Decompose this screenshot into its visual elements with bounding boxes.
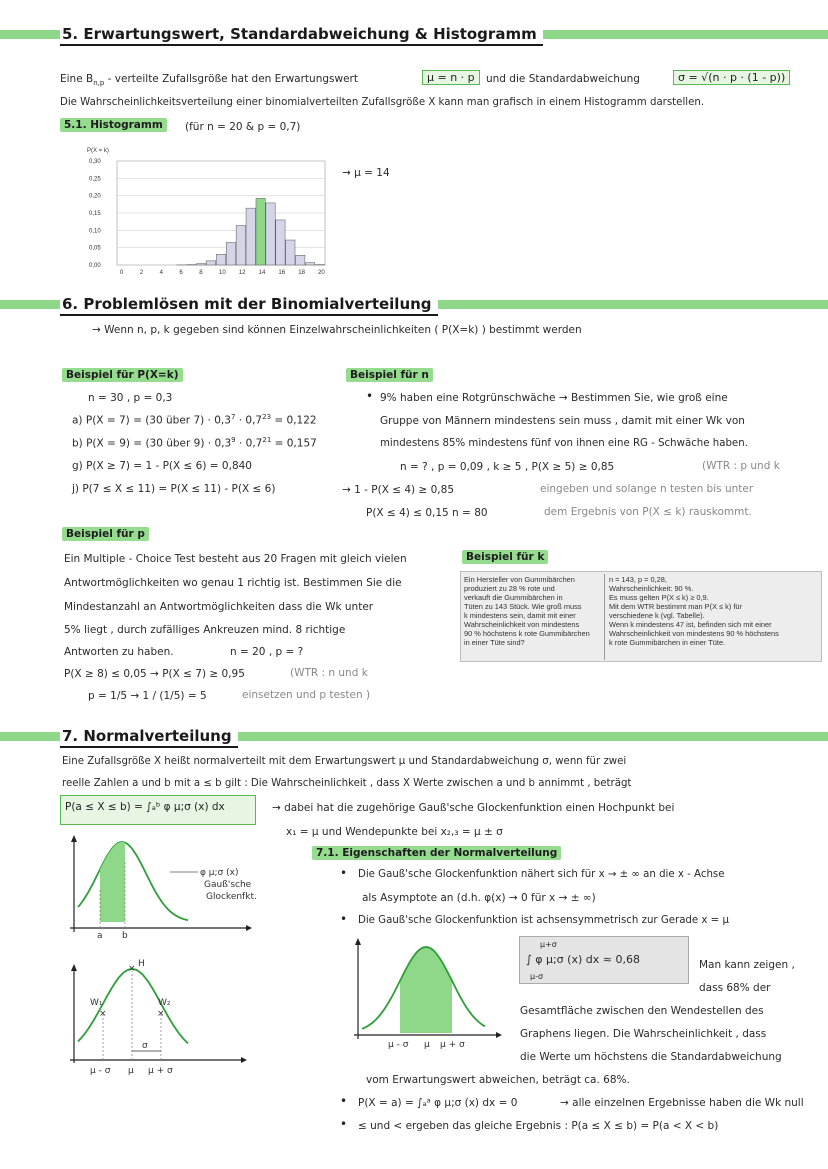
example-k-line: g) P(X ≥ 7) = 1 - P(X ≤ 6) = 0,840	[72, 460, 252, 472]
s7-line: Eine Zufallsgröße X heißt normalverteilt mit dem Erwartungswert μ und Standardabweichung σ, wenn für zwei	[62, 756, 627, 767]
example-n-line: Gruppe von Männern mindestens sein muss , damit mit einer Wk von	[380, 415, 745, 427]
example-n-note: dem Ergebnis von P(X ≤ k) rauskommt.	[544, 506, 752, 518]
mu-plus-sigma-label: μ + σ	[440, 1040, 465, 1050]
histogram-bar	[226, 242, 235, 265]
example-k2-title: Beispiel für k	[462, 550, 548, 564]
y-tick-label: 0,30	[89, 159, 101, 165]
s5-line1: Eine $B_{n,p}$ - verteilte Zufallsgröße hat den Erwartungswert	[60, 73, 358, 88]
y-tick-label: 0,15	[89, 211, 101, 217]
example-k-line: j) P(7 ≤ X ≤ 11) = P(X ≤ 11) - P(X ≤ 6)	[72, 483, 276, 495]
example-k-line: b) P(X = 9) = (30 über $9) \cdot 0,3^9 \cdot 0,7^{21} = 0,157$	[72, 436, 317, 450]
x-tick-label: 14	[258, 270, 266, 276]
histogram-subtitle: 5.1. Histogramm	[60, 118, 167, 132]
y-tick-label: 0,20	[89, 193, 101, 200]
histogram-chart	[85, 143, 335, 278]
bullet-dot: •	[340, 866, 348, 880]
s7-text-line: die Werte um höchstens die Standardabweichung	[520, 1051, 782, 1063]
example-n-line: n = ? , p = 0,09 , k ≥ 5 , P(X ≥ 5) ≥ 0,85	[400, 461, 615, 473]
sigma-formula-box: σ = √(n · p · (1 - p))	[673, 70, 790, 85]
histogram-bar	[236, 225, 245, 265]
mu-formula-box: μ = n · p	[422, 70, 480, 85]
printed-example-box	[460, 571, 822, 662]
mu-minus-sigma-label: μ - σ	[90, 1066, 111, 1076]
example-n-title: Beispiel für n	[346, 368, 433, 382]
s7-text-line: dass 68% der	[699, 982, 771, 994]
mu-label: μ	[128, 1066, 134, 1076]
wendepunkt-marker: ×	[99, 1009, 107, 1019]
x-tick-label: 12	[238, 270, 246, 276]
histogram-bar	[296, 255, 305, 265]
x-tick-label: 2	[139, 270, 144, 276]
y-axis-arrow-icon	[71, 835, 77, 842]
upper-bound: μ+σ	[540, 940, 557, 949]
histogram-bar	[266, 203, 275, 265]
example-p-line: P(X ≥ 8) ≤ 0,05 → P(X ≤ 7) ≥ 0,95	[64, 668, 245, 680]
y-axis-arrow-icon	[355, 938, 361, 945]
s7-text-line: Gesamtfläche zwischen den Wendestellen des	[520, 1005, 764, 1017]
example-p-line: Ein Multiple - Choice Test besteht aus 20 Fragen mit gleich vielen	[64, 553, 407, 565]
wendepunkt-marker: ×	[157, 1009, 165, 1019]
y-tick-label: 0,25	[89, 176, 101, 183]
printed-example-divider	[604, 574, 605, 660]
histogram-bar	[256, 198, 265, 265]
lower-bound: μ-σ	[530, 972, 544, 981]
integral-68-box	[519, 936, 689, 984]
s7-line: → dabei hat die zugehörige Gauß'sche Glockenfunktion einen Hochpunkt bei	[272, 802, 675, 814]
printed-right-column: n = 143, p = 0,28, Wahrscheinlichkeit: 90 %. Es muss gelten P(X ≤ k) ≥ 0,9. Mit dem WTR bestimmt man P(X ≤ k) für verschiedene k (vgl. Tabelle). Wenn k mindestens 47 ist, befinden sich mit einer Wahrscheinlichkeit von mindestens 90 % höchstens k rote Gummibärchen in einer Tüte.	[609, 575, 779, 647]
histogram-bar	[216, 254, 225, 265]
integral-formula-box: P(a ≤ X ≤ b) = ∫ₐᵇ φ μ;σ (x) dx	[60, 795, 256, 825]
example-p-line: Mindestanzahl an Antwortmöglichkeiten dass die Wk unter	[64, 601, 374, 613]
printed-left-column: Ein Hersteller von Gummibärchen produziert zu 28 % rote und verkauft die Gummibärchen in Tüten zu 143 Stück. Wie groß muss k mindestens sein, damit mit einer Wahrscheinlichkeit von mindestens 90 % höchstens k rote Gummibärchen in einer Tüte sind?	[464, 575, 590, 647]
y-axis-arrow-icon	[71, 964, 77, 971]
shaded-area	[100, 842, 125, 922]
shaded-area	[400, 947, 452, 1033]
hochpunkt-label: H	[138, 959, 145, 969]
mu-label: μ	[424, 1040, 430, 1050]
example-p-note: einsetzen und p testen )	[242, 689, 371, 701]
phi-label: φ μ;σ (x)	[200, 868, 239, 878]
section-6-title: 6. Problemlösen mit der Binomialverteilung	[60, 294, 438, 316]
example-p-title: Beispiel für p	[62, 527, 149, 541]
x-tick-label: 4	[159, 270, 163, 276]
mu-note: → μ = 14	[342, 167, 390, 179]
bullet-dot: •	[340, 912, 348, 926]
s7-bullet-line: Die Gauß'sche Glockenfunktion ist achsensymmetrisch zur Gerade x = μ	[358, 915, 729, 926]
glocken-label: Glockenfkt.	[206, 892, 257, 902]
x-tick-label: 18	[298, 270, 305, 276]
bell-curve-area-graph	[60, 830, 300, 940]
example-k-title: Beispiel für P(X=k)	[62, 368, 183, 382]
example-p-note: (WTR : n und k	[290, 667, 368, 679]
example-p-line: Antwortmöglichkeiten wo genau 1 richtig ist. Bestimmen Sie die	[64, 577, 402, 589]
x-tick-label: 8	[199, 270, 203, 276]
x-tick-label: 16	[278, 270, 286, 276]
histogram-bar	[276, 220, 285, 265]
bullet-dot: •	[366, 389, 374, 403]
mu-minus-sigma-label: μ - σ	[388, 1040, 409, 1050]
x-axis-arrow-icon	[246, 925, 252, 931]
x-axis-arrow-icon	[241, 1057, 247, 1063]
s7-subtitle: 7.1. Eigenschaften der Normalverteilung	[312, 846, 561, 860]
integral-expression: ∫ φ μ;σ (x) dx ≈ 0,68	[526, 953, 640, 966]
s7-bullet-line: als Asymptote an (d.h. φ(x) → 0 für x → ± ∞)	[362, 892, 596, 904]
s7-line: x₁ = μ und Wendepunkte bei x₂,₃ = μ ± σ	[286, 826, 503, 838]
histogram-bar	[305, 263, 314, 265]
example-p-line: 5% liegt , durch zufälliges Ankreuzen mind. 8 richtige	[64, 624, 346, 636]
x-tick-label: 10	[219, 270, 226, 276]
example-n-line: P(X ≤ 4) ≤ 0,15 n = 80	[366, 507, 488, 519]
example-n-note: (WTR : p und k	[702, 460, 780, 472]
s7-bullet-line: Die Gauß'sche Glockenfunktion nähert sich für x → ± ∞ an die x - Achse	[358, 869, 725, 880]
b-label: b	[122, 931, 128, 941]
x-tick-label: 0	[119, 270, 124, 276]
s7-text-line: vom Erwartungswert abweichen, beträgt ca. 68%.	[366, 1074, 630, 1086]
x-axis-arrow-icon	[496, 1032, 502, 1038]
mu-plus-sigma-label: μ + σ	[148, 1066, 173, 1076]
histogram-bar	[286, 240, 295, 265]
s7-bullet-line: → alle einzelnen Ergebnisse haben die Wk null	[560, 1097, 804, 1109]
y-axis-label: P(X = k)	[87, 148, 109, 154]
bell-curve	[78, 842, 188, 920]
example-n-line: 9% haben eine Rotgrünschwäche → Bestimmen Sie, wie groß eine	[380, 392, 728, 404]
example-k-line: a) P(X = 7) = (30 über $7) \cdot 0,3^7 \cdot 0,7^{23} = 0,122$	[72, 413, 317, 427]
x-tick-label: 20	[318, 270, 325, 276]
s6-intro: → Wenn n, p, k gegeben sind können Einzelwahrscheinlichkeiten ( P(X=k) ) bestimmt werden	[92, 324, 582, 336]
bullet-dot: •	[340, 1117, 348, 1131]
gauss-label: Gauß'sche	[204, 880, 252, 890]
s7-line: reelle Zahlen a und b mit a ≤ b gilt : Die Wahrscheinlichkeit , dass X Werte zwischen a und b annimmt , beträgt	[62, 778, 632, 789]
example-k-line: n = 30 , p = 0,3	[88, 392, 173, 404]
section-7-title: 7. Normalverteilung	[60, 726, 238, 748]
x-tick-label: 6	[179, 270, 183, 276]
s7-text-line: Graphens liegen. Die Wahrscheinlichkeit , dass	[520, 1028, 767, 1040]
bell-curve-inflection-graph	[60, 955, 300, 1080]
sigma-label: σ	[142, 1041, 148, 1051]
example-p-line: n = 20 , p = ?	[230, 646, 304, 658]
y-tick-label: 0,00	[89, 263, 101, 269]
y-tick-label: 0,05	[89, 245, 101, 252]
histogram-params: (für n = 20 & p = 0,7)	[185, 121, 301, 133]
histogram-bar	[206, 261, 215, 265]
hochpunkt-marker: ×	[128, 964, 136, 974]
bullet-dot: •	[340, 1094, 348, 1108]
y-tick-label: 0,10	[89, 228, 101, 235]
example-n-note: eingeben und solange n testen bis unter	[540, 483, 754, 495]
histogram-bar	[197, 264, 206, 265]
bell-curve-68-graph	[350, 935, 510, 1055]
a-label: a	[97, 931, 103, 941]
example-p-line: Antworten zu haben.	[64, 646, 174, 658]
example-n-line: mindestens 85% mindestens fünf von ihnen eine RG - Schwäche haben.	[380, 438, 748, 449]
s7-text-line: Man kann zeigen ,	[699, 959, 795, 971]
example-p-line: p = 1/5 → 1 / (1/5) = 5	[88, 690, 207, 702]
example-n-line: → 1 - P(X ≤ 4) ≥ 0,85	[342, 484, 455, 496]
wendepunkt-2-label: W₂	[158, 998, 171, 1008]
histogram-bar	[246, 208, 255, 265]
s5-line1c: und die Standardabweichung	[486, 73, 640, 85]
section-5-title: 5. Erwartungswert, Standardabweichung & Histogramm	[60, 24, 543, 46]
wendepunkt-1-label: W₁	[90, 998, 103, 1008]
s7-bullet-line: P(X = a) = ∫ₐᵃ φ μ;σ (x) dx = 0	[358, 1097, 518, 1109]
s7-bullet-line: ≤ und < ergeben das gleiche Ergebnis : P(a ≤ X ≤ b) = P(a < X < b)	[358, 1120, 719, 1132]
s5-line2: Die Wahrscheinlichkeitsverteilung einer binomialverteilten Zufallsgröße X kann man grafisch in einem Histogramm darstellen.	[60, 97, 705, 108]
